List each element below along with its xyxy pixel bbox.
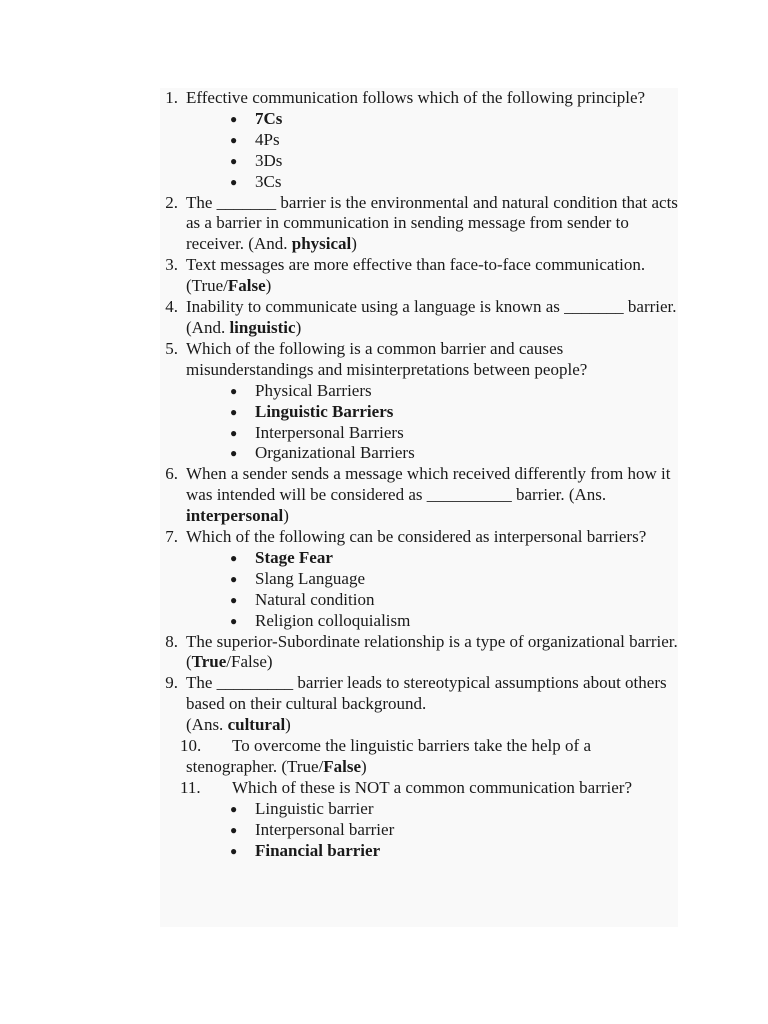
question-text: 10. To overcome the linguistic barriers take the help of a stenographer. (True/False) [186,736,678,778]
bullet-icon: ● [230,132,238,147]
quiz-content [160,88,678,862]
list-item: ● Stage Fear [230,547,333,567]
bullet-icon: ● [230,592,238,607]
question-3 [160,255,678,297]
question-text: Which of the following is a common barrier and causes misunderstandings and misinterpretations between people? [186,338,588,379]
bullet-icon: ● [230,571,238,586]
question-number: 5. [165,338,178,358]
bullet-icon: ● [230,153,238,168]
question-5-options [160,381,678,465]
list-item: ● Religion colloquialism [230,610,411,630]
bullet-icon: ● [230,111,238,126]
question-number: 2. [165,192,178,212]
question-text: When a sender sends a message which received differently from how it was intended will be considered as __________ barrier. (Ans. interpersonal) [186,464,671,526]
bullet-icon: ● [230,404,238,419]
bullet-icon: ● [230,613,238,628]
list-item: ● 4Ps [230,129,280,149]
answer-text: linguistic [229,317,296,337]
question-number: 9. [165,673,178,693]
answer-text: True [191,652,227,672]
list-item: ● Linguistic Barriers [230,401,394,421]
bullet-icon: ● [230,801,238,816]
bullet-icon: ● [230,550,238,565]
question-text: Text messages are more effective than face-to-face communication. (True/False) [186,255,646,296]
list-item: ● 3Ds [230,150,283,170]
bullet-icon: ● [230,446,238,461]
list-item: ● Physical Barriers [230,380,372,400]
question-2 [160,193,678,256]
question-number: 6. [165,464,178,484]
question-number: 4. [165,297,178,317]
question-text: Which of the following can be considered as interpersonal barriers? [186,527,647,547]
question-1-options [160,109,678,193]
list-item: ● Interpersonal barrier [230,819,395,839]
list-item: ● Financial barrier [230,840,381,860]
question-5 [160,339,678,381]
question-text: 11. Which of these is NOT a common communication barrier? [186,778,678,799]
question-text: Inability to communicate using a language is known as _______ barrier. (And. linguistic) [186,297,677,337]
question-text: The _______ barrier is the environmental and natural condition that acts as a barrier in communication in sending message from sender to receiver. (And. physical) [186,192,678,254]
question-4 [160,297,678,339]
list-item: ● Natural condition [230,589,375,609]
answer-text: interpersonal [186,506,284,526]
list-item: ● Organizational Barriers [230,443,415,463]
question-8 [160,632,678,674]
bullet-icon: ● [230,425,238,440]
question-1 [160,88,678,109]
question-number: 7. [165,527,178,547]
question-7-options [160,548,678,632]
question-number: 11. [180,777,201,797]
bullet-icon: ● [230,843,238,858]
question-text: The _________ barrier leads to stereotypical assumptions about others based on their cultural background. [186,673,667,714]
question-number: 10. [180,736,202,756]
question-number: 3. [165,255,178,275]
question-number: 1. [165,88,178,107]
question-6 [160,464,678,527]
bullet-icon: ● [230,174,238,189]
question-9 [160,673,678,736]
answer-text: cultural [227,715,286,735]
answer-text: False [323,757,362,776]
answer-text: False [227,276,266,296]
question-11-options [160,799,678,862]
list-item: ● Interpersonal Barriers [230,422,404,442]
answer-text: physical [291,234,352,254]
list-item: ● Linguistic barrier [230,798,374,818]
question-answer-line: (Ans. cultural) [186,715,291,735]
list-item: ● 3Cs [230,171,282,191]
question-number: 8. [165,631,178,651]
list-item: ● Slang Language [230,568,365,588]
question-11 [160,778,678,799]
question-text: Effective communication follows which of the following principle? [186,88,646,107]
question-7 [160,527,678,548]
question-text: The superior-Subordinate relationship is a type of organizational barrier. (True/False) [186,631,678,672]
question-10 [160,736,678,778]
list-item: ● 7Cs [230,108,283,128]
bullet-icon: ● [230,822,238,837]
bullet-icon: ● [230,383,238,398]
